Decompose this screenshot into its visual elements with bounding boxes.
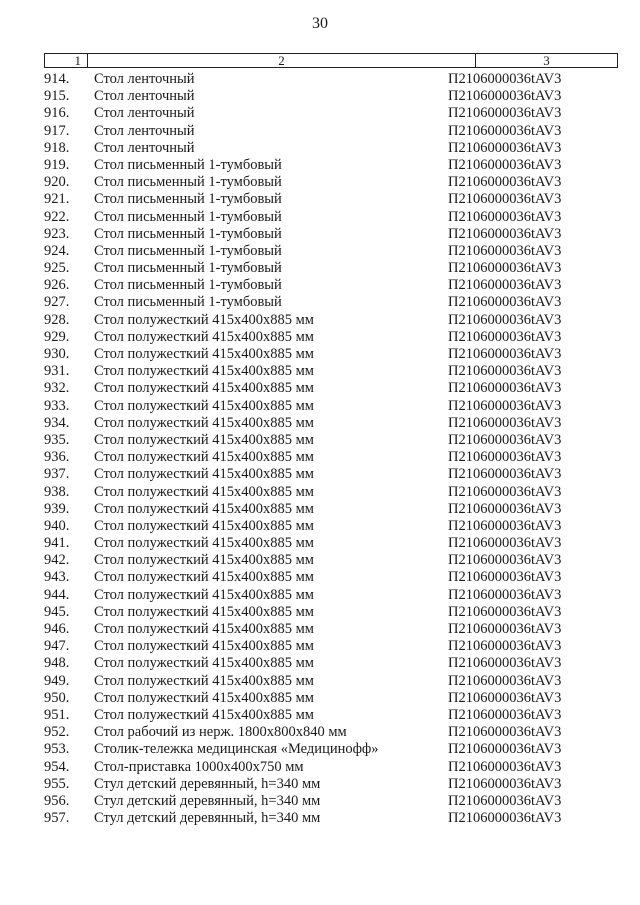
item-code: П2106000036tAV3 xyxy=(448,603,562,620)
row-number: 932. xyxy=(44,380,70,397)
table-row xyxy=(0,140,640,157)
item-code: П2106000036tAV3 xyxy=(448,758,562,775)
item-name: Стол полужесткий 415х400х885 мм xyxy=(94,380,314,397)
item-name: Стол полужесткий 415х400х885 мм xyxy=(94,535,314,552)
row-number: 921. xyxy=(44,191,70,208)
item-name: Стол полужесткий 415х400х885 мм xyxy=(94,689,314,706)
row-number: 936. xyxy=(44,449,70,466)
item-name: Стол полужесткий 415х400х885 мм xyxy=(94,552,314,569)
row-number: 946. xyxy=(44,621,70,637)
item-code: П2106000036tAV3 xyxy=(448,672,562,689)
item-code: П2106000036tAV3 xyxy=(448,810,562,827)
table-row xyxy=(0,294,640,311)
item-name: Стол полужесткий 415х400х885 мм xyxy=(94,449,314,466)
row-number: 927. xyxy=(44,294,70,311)
row-number: 916. xyxy=(44,105,70,122)
item-code: П2106000036tAV3 xyxy=(448,174,562,191)
item-name: Стол полужесткий 415х400х885 мм xyxy=(94,414,314,431)
row-number: 943. xyxy=(44,569,70,586)
item-name: Стол полужесткий 415х400х885 мм xyxy=(94,363,314,380)
item-code: П2106000036tAV3 xyxy=(448,242,562,259)
row-number: 952. xyxy=(44,724,70,741)
item-name: Стол полужесткий 415х400х885 мм xyxy=(94,655,314,672)
row-number: 944. xyxy=(44,586,70,603)
row-number: 941. xyxy=(44,535,70,552)
item-code: П2106000036tAV3 xyxy=(448,621,562,637)
table-row xyxy=(0,587,640,604)
item-code: П2106000036tAV3 xyxy=(448,466,562,483)
header-col-1: 1 xyxy=(45,54,88,67)
item-code: П2106000036tAV3 xyxy=(448,156,562,173)
table-row xyxy=(0,741,640,758)
item-name: Стол письменный 1-тумбовый xyxy=(94,294,282,311)
item-name: Стол ленточный xyxy=(94,122,195,139)
item-name: Стол ленточный xyxy=(94,105,195,122)
item-name: Стол письменный 1-тумбовый xyxy=(94,156,282,173)
item-name: Стол-приставка 1000х400х750 мм xyxy=(94,758,304,775)
table-row xyxy=(0,432,640,449)
table-row xyxy=(0,673,640,690)
row-number: 930. xyxy=(44,346,70,362)
item-code: П2106000036tAV3 xyxy=(448,311,562,328)
table-row xyxy=(0,552,640,569)
item-name: Стол полужесткий 415х400х885 мм xyxy=(94,328,314,345)
table-row xyxy=(0,398,640,415)
item-name: Стол полужесткий 415х400х885 мм xyxy=(94,500,314,517)
row-number: 920. xyxy=(44,174,70,191)
row-number: 917. xyxy=(44,122,70,139)
row-number: 956. xyxy=(44,792,70,809)
row-number: 933. xyxy=(44,397,70,414)
table-row xyxy=(0,363,640,380)
row-number: 949. xyxy=(44,672,70,689)
table-row xyxy=(0,88,640,105)
table-row xyxy=(0,380,640,397)
item-name: Стол письменный 1-тумбовый xyxy=(94,260,282,277)
item-name: Стол полужесткий 415х400х885 мм xyxy=(94,466,314,483)
row-number: 925. xyxy=(44,260,70,277)
row-number: 923. xyxy=(44,225,70,242)
table-row xyxy=(0,484,640,501)
item-name: Стол полужесткий 415х400х885 мм xyxy=(94,311,314,328)
table-row xyxy=(0,793,640,810)
table-row xyxy=(0,535,640,552)
row-number: 926. xyxy=(44,277,70,294)
table-row xyxy=(0,690,640,707)
item-name: Стол полужесткий 415х400х885 мм xyxy=(94,603,314,620)
table-row xyxy=(0,312,640,329)
item-code: П2106000036tAV3 xyxy=(448,71,562,87)
table-row xyxy=(0,759,640,776)
row-number: 957. xyxy=(44,810,70,827)
item-name: Стол полужесткий 415х400х885 мм xyxy=(94,621,314,637)
row-number: 934. xyxy=(44,414,70,431)
item-name: Стол письменный 1-тумбовый xyxy=(94,208,282,225)
row-number: 939. xyxy=(44,500,70,517)
header-col-3: 3 xyxy=(543,53,550,68)
row-number: 918. xyxy=(44,139,70,156)
table-row xyxy=(0,174,640,191)
item-code: П2106000036tAV3 xyxy=(448,105,562,122)
item-name: Стол письменный 1-тумбовый xyxy=(94,225,282,242)
row-number: 919. xyxy=(44,156,70,173)
table-row xyxy=(0,569,640,586)
table-row xyxy=(0,346,640,363)
table-row xyxy=(0,449,640,466)
item-name: Стул детский деревянный, h=340 мм xyxy=(94,810,321,827)
item-code: П2106000036tAV3 xyxy=(448,294,562,311)
table-row xyxy=(0,226,640,243)
table-row xyxy=(0,260,640,277)
item-code: П2106000036tAV3 xyxy=(448,122,562,139)
table-row xyxy=(0,466,640,483)
item-code: П2106000036tAV3 xyxy=(448,724,562,741)
item-name: Стол полужесткий 415х400х885 мм xyxy=(94,586,314,603)
item-code: П2106000036tAV3 xyxy=(448,139,562,156)
item-code: П2106000036tAV3 xyxy=(448,655,562,672)
item-code: П2106000036tAV3 xyxy=(448,638,562,655)
item-code: П2106000036tAV3 xyxy=(448,414,562,431)
item-code: П2106000036tAV3 xyxy=(448,346,562,362)
item-code: П2106000036tAV3 xyxy=(448,775,562,792)
item-name: Стол полужесткий 415х400х885 мм xyxy=(94,397,314,414)
row-number: 948. xyxy=(44,655,70,672)
table-row xyxy=(0,191,640,208)
table-row xyxy=(0,604,640,621)
item-name: Стол полужесткий 415х400х885 мм xyxy=(94,517,314,534)
table-row xyxy=(0,810,640,827)
row-number: 935. xyxy=(44,431,70,448)
table-row xyxy=(0,157,640,174)
row-number: 928. xyxy=(44,311,70,328)
table-row xyxy=(0,501,640,518)
table-row xyxy=(0,724,640,741)
row-number: 937. xyxy=(44,466,70,483)
header-col-2: 2 xyxy=(88,54,476,67)
item-code: П2106000036tAV3 xyxy=(448,449,562,466)
row-number: 947. xyxy=(44,638,70,655)
item-code: П2106000036tAV3 xyxy=(448,260,562,277)
table-body xyxy=(0,71,640,827)
table-row xyxy=(0,638,640,655)
item-name: Стол полужесткий 415х400х885 мм xyxy=(94,346,314,362)
row-number: 945. xyxy=(44,603,70,620)
row-number: 931. xyxy=(44,363,70,380)
row-number: 954. xyxy=(44,758,70,775)
item-name: Стол полужесткий 415х400х885 мм xyxy=(94,638,314,655)
item-name: Стол письменный 1-тумбовый xyxy=(94,277,282,294)
item-code: П2106000036tAV3 xyxy=(448,586,562,603)
table-row xyxy=(0,776,640,793)
item-code: П2106000036tAV3 xyxy=(448,380,562,397)
item-code: П2106000036tAV3 xyxy=(448,483,562,500)
table-row xyxy=(0,655,640,672)
item-code: П2106000036tAV3 xyxy=(448,552,562,569)
table-row xyxy=(0,707,640,724)
item-name: Стол полужесткий 415х400х885 мм xyxy=(94,431,314,448)
row-number: 942. xyxy=(44,552,70,569)
item-name: Стол полужесткий 415х400х885 мм xyxy=(94,569,314,586)
item-name: Стол полужесткий 415х400х885 мм xyxy=(94,706,314,723)
row-number: 955. xyxy=(44,775,70,792)
table-header xyxy=(44,53,618,68)
table-row xyxy=(0,415,640,432)
item-name: Стол полужесткий 415х400х885 мм xyxy=(94,672,314,689)
row-number: 940. xyxy=(44,517,70,534)
item-code: П2106000036tAV3 xyxy=(448,277,562,294)
item-code: П2106000036tAV3 xyxy=(448,191,562,208)
item-code: П2106000036tAV3 xyxy=(448,500,562,517)
item-name: Стол рабочий из нерж. 1800х800х840 мм xyxy=(94,724,347,741)
row-number: 950. xyxy=(44,689,70,706)
item-code: П2106000036tAV3 xyxy=(448,431,562,448)
row-number: 951. xyxy=(44,706,70,723)
table-row xyxy=(0,329,640,346)
row-number: 915. xyxy=(44,88,70,105)
row-number: 914. xyxy=(44,71,70,87)
item-name: Стол письменный 1-тумбовый xyxy=(94,191,282,208)
row-number: 924. xyxy=(44,242,70,259)
item-code: П2106000036tAV3 xyxy=(448,225,562,242)
table-row xyxy=(0,243,640,260)
item-name: Стул детский деревянный, h=340 мм xyxy=(94,792,321,809)
row-number: 922. xyxy=(44,208,70,225)
item-code: П2106000036tAV3 xyxy=(448,517,562,534)
table-row xyxy=(0,123,640,140)
item-code: П2106000036tAV3 xyxy=(448,741,562,758)
row-number: 953. xyxy=(44,741,70,758)
row-number: 929. xyxy=(44,328,70,345)
item-code: П2106000036tAV3 xyxy=(448,535,562,552)
item-code: П2106000036tAV3 xyxy=(448,328,562,345)
item-name: Стол полужесткий 415х400х885 мм xyxy=(94,483,314,500)
table-row xyxy=(0,105,640,122)
row-number: 938. xyxy=(44,483,70,500)
item-name: Стол ленточный xyxy=(94,88,195,105)
item-code: П2106000036tAV3 xyxy=(448,706,562,723)
item-name: Стол ленточный xyxy=(94,139,195,156)
table-row xyxy=(0,621,640,638)
item-name: Стол письменный 1-тумбовый xyxy=(94,174,282,191)
table-row xyxy=(0,277,640,294)
table-row xyxy=(0,518,640,535)
table-row xyxy=(0,71,640,88)
item-name: Стол ленточный xyxy=(94,71,195,87)
item-name: Стол письменный 1-тумбовый xyxy=(94,242,282,259)
item-name: Столик-тележка медицинская «Медицинофф» xyxy=(94,741,379,758)
item-name: Стул детский деревянный, h=340 мм xyxy=(94,775,321,792)
item-code: П2106000036tAV3 xyxy=(448,569,562,586)
page-number: 30 xyxy=(312,15,328,32)
item-code: П2106000036tAV3 xyxy=(448,792,562,809)
item-code: П2106000036tAV3 xyxy=(448,363,562,380)
item-code: П2106000036tAV3 xyxy=(448,88,562,105)
item-code: П2106000036tAV3 xyxy=(448,397,562,414)
table-row xyxy=(0,209,640,226)
item-code: П2106000036tAV3 xyxy=(448,208,562,225)
item-code: П2106000036tAV3 xyxy=(448,689,562,706)
